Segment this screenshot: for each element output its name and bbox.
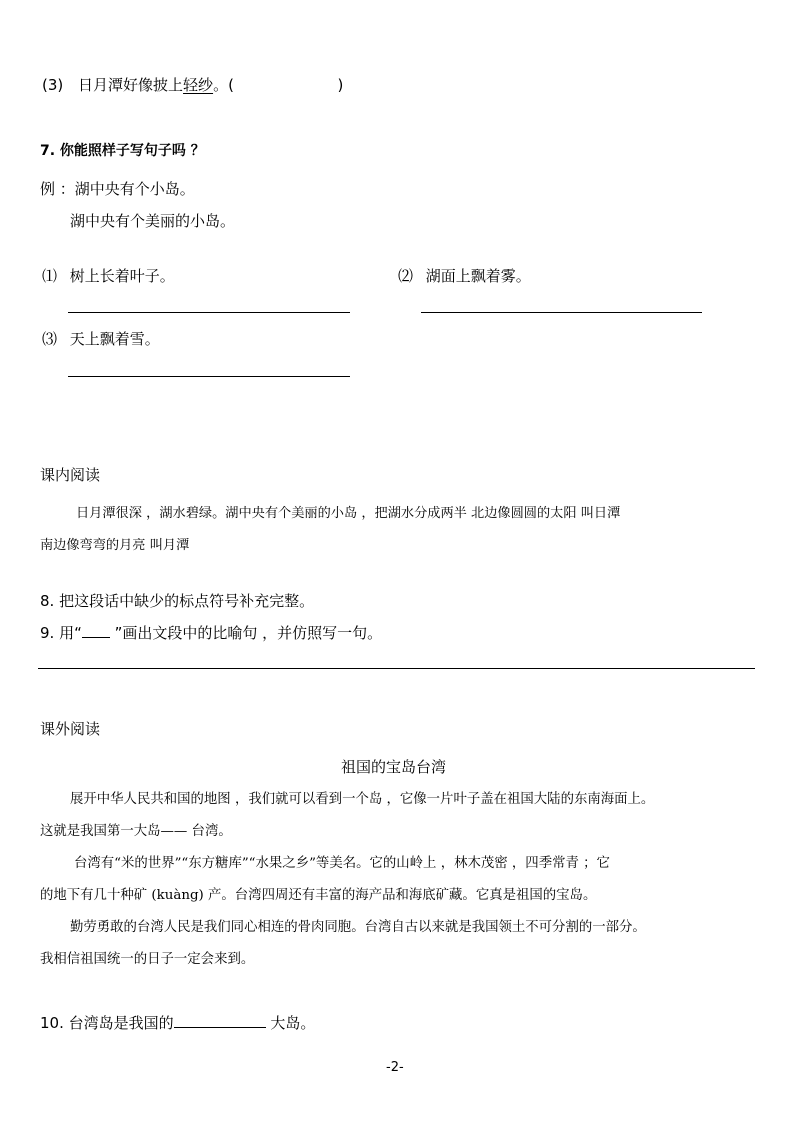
q6-item-3-number: (3) [42, 76, 64, 94]
q6-item-3-close-paren: ) [337, 76, 344, 94]
q7-item-1-number: ⑴ [42, 267, 58, 285]
in-class-passage-line-1: 日月潭很深 ，湖水碧绿。湖中央有个美丽的小岛 ，把湖水分成两半 北边像圆圆的太阳 叫日潭 [76, 506, 621, 521]
passage-paragraph-1-line-2: 这就是我国第一大岛—— 台湾。 [40, 824, 232, 839]
q7-item-1-answer-line[interactable] [68, 312, 350, 313]
q7-title: 7. 你能照样子写句子吗 ？ [40, 143, 205, 159]
q7-item-3 [42, 328, 160, 349]
q9-text-start: 9. 用“ [40, 624, 82, 642]
q7-example: 例 ：湖中央有个小岛。 [40, 180, 195, 198]
q7-item-1-text: 树上长着叶子。 [69, 267, 175, 285]
q9-underline-sample [82, 623, 110, 638]
q7-item-2 [398, 265, 531, 286]
q7-item-2-number: ⑵ [398, 267, 414, 285]
q9-answer-line[interactable] [38, 668, 755, 669]
extra-reading-heading: 课外阅读 [40, 720, 101, 738]
q6-item-3-text: 日月潭好像披上 [78, 76, 184, 94]
q7-item-3-answer-line[interactable] [68, 376, 350, 377]
passage-paragraph-2-line-1: 台湾有“米的世界”“东方糖库”“水果之乡”等美名。它的山岭上 ，林木茂密 ，四季常青 ；它 [74, 856, 610, 871]
q6-item-3-open-paren: 。( [213, 76, 234, 94]
page-number: -2- [386, 1060, 404, 1075]
q7-item-1 [42, 265, 175, 286]
q9 [40, 622, 382, 643]
in-class-passage-line-2: 南边像弯弯的月亮 叫月潭 [40, 538, 190, 553]
passage-paragraph-2-line-2: 的地下有几十种矿 (kuàng) 产。台湾四周还有丰富的海产品和海底矿藏。它真是祖国的宝岛。 [40, 888, 597, 903]
q9-text-end: ”画出文段中的比喻句 ，并仿照写一句。 [109, 624, 383, 642]
q7-item-2-text: 湖面上飘着雾。 [425, 267, 531, 285]
q7-example-answer: 湖中央有个美丽的小岛。 [70, 212, 236, 230]
q7-item-3-number: ⑶ [42, 330, 58, 348]
in-class-reading-heading: 课内阅读 [40, 466, 101, 484]
q10-answer-blank[interactable] [174, 1013, 266, 1028]
q6-item-3-underlined-word: 轻纱 [183, 76, 214, 94]
q8: 8. 把这段话中缺少的标点符号补充完整。 [40, 592, 315, 610]
passage-title: 祖国的宝岛台湾 [341, 758, 447, 776]
q10-text-start: 10. 台湾岛是我国的 [40, 1014, 174, 1032]
q7-item-3-text: 天上飘着雪。 [69, 330, 160, 348]
passage-paragraph-1-line-1: 展开中华人民共和国的地图 ，我们就可以看到一个岛 ，它像一片叶子盖在祖国大陆的东南海面上。 [70, 792, 655, 807]
q10-text-end: 大岛。 [265, 1014, 316, 1032]
passage-paragraph-3-line-2: 我相信祖国统一的日子一定会来到。 [40, 952, 255, 967]
q7-item-2-answer-line[interactable] [421, 312, 702, 313]
q6-item-3 [42, 74, 343, 95]
passage-paragraph-3-line-1: 勤劳勇敢的台湾人民是我们同心相连的骨肉同胞。台湾自古以来就是我国领土不可分割的一部分。 [70, 920, 646, 935]
q10 [40, 1012, 315, 1033]
